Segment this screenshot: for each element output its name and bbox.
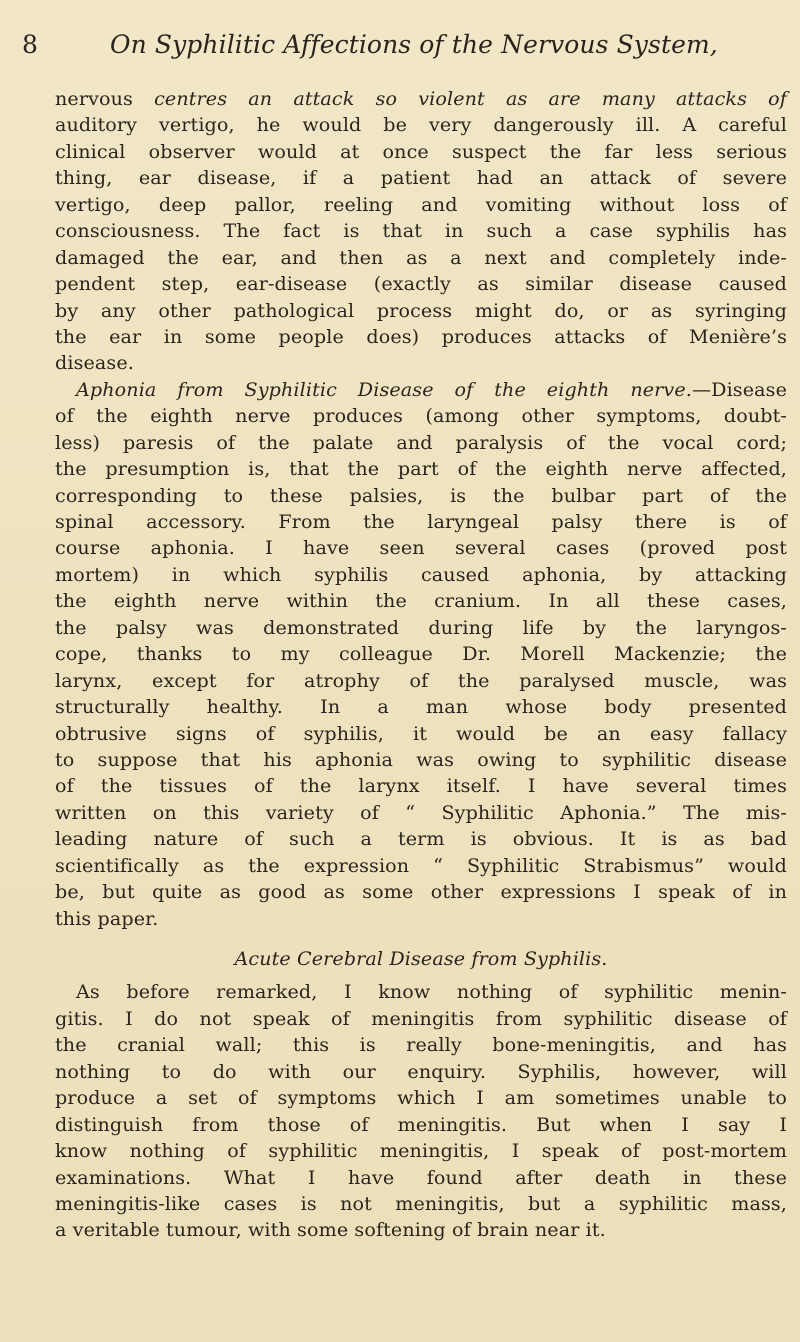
- text-line: spinal accessory. From the laryngeal palsy there is of: [55, 510, 787, 533]
- inline-heading: Aphonia from Syphilitic Disease of the eighth nerve.: [76, 377, 692, 401]
- text-line: of the eighth nerve produces (among other symptoms, doubt-: [55, 404, 787, 428]
- text-segment: —Disease: [691, 377, 787, 401]
- text-line: the eighth nerve within the cranium. In all these cases,: [55, 589, 787, 613]
- text-line: As before remarked, I know nothing of syphilitic menin-: [76, 980, 787, 1004]
- first-word: nervous: [55, 87, 133, 110]
- body-text: [55, 86, 787, 1244]
- text-line: a veritable tumour, with some softening of brain near it.: [55, 1218, 606, 1242]
- text-line: the cranial wall; this is really bone-meningitis, and has: [55, 1033, 787, 1057]
- text-line: distinguish from those of meningitis. But when I say I: [55, 1112, 787, 1136]
- text-line: [55, 377, 787, 403]
- text-line: pendent step, ear-disease (exactly as similar disease caused: [55, 272, 787, 296]
- text-line: know nothing of syphilitic meningitis, I speak of post-mortem: [55, 1139, 787, 1163]
- text-line: this paper.: [55, 906, 159, 930]
- text-line: gitis. I do not speak of meningitis from syphilitic disease of: [55, 1006, 787, 1030]
- page-header: [22, 30, 762, 66]
- text-line: by any other pathological process might do, or as syringing: [55, 298, 787, 322]
- text-line: obtrusive signs of syphilis, it would be an easy fallacy: [55, 721, 787, 745]
- text-line: less) paresis of the palate and paralysis of the vocal cord;: [55, 430, 787, 454]
- text-line: course aphonia. I have seen several cases (proved post: [55, 536, 787, 560]
- running-title: On Syphilitic Affections of the Nervous System,: [110, 30, 718, 59]
- text-line: damaged the ear, and then as a next and completely inde-: [55, 245, 787, 269]
- text-line: the ear in some people does) produces attacks of Menière’s: [55, 324, 787, 348]
- text-line: corresponding to these palsies, is the bulbar part of the: [55, 483, 787, 507]
- section-heading: Acute Cerebral Disease from Syphilis.: [234, 947, 608, 970]
- text-line: [55, 86, 787, 112]
- text-line: leading nature of such a term is obvious. It is as bad: [55, 827, 787, 851]
- text-line: nothing to do with our enquiry. Syphilis, however, will: [55, 1059, 787, 1083]
- text-line: meningitis-like cases is not meningitis, but a syphilitic mass,: [55, 1191, 787, 1215]
- text-line: scientifically as the expression “ Syphilitic Strabismus” would: [55, 853, 787, 877]
- page-number: 8: [22, 30, 38, 59]
- text-line: the palsy was demonstrated during life by the laryngos-: [55, 615, 787, 639]
- text-line: larynx, except for atrophy of the paralysed muscle, was: [55, 668, 787, 692]
- text-line: consciousness. The fact is that in such a case syphilis has: [55, 219, 787, 243]
- text-line: vertigo, deep pallor, reeling and vomiting without loss of: [55, 192, 787, 216]
- text-line: disease.: [55, 351, 134, 375]
- text-line: thing, ear disease, if a patient had an attack of severe: [55, 166, 787, 190]
- text-line: structurally healthy. In a man whose body presented: [55, 695, 787, 719]
- text-line: clinical observer would at once suspect the far less serious: [55, 139, 787, 163]
- text-line: of the tissues of the larynx itself. I have several times: [55, 774, 787, 798]
- text-line: cope, thanks to my colleague Dr. Morell Mackenzie; the: [55, 642, 787, 666]
- text-segment: centres an attack so violent as are many attacks of: [154, 87, 787, 110]
- text-line: to suppose that his aphonia was owing to syphilitic disease: [55, 747, 787, 771]
- text-line: produce a set of symptoms which I am sometimes unable to: [55, 1086, 787, 1110]
- text-line: the presumption is, that the part of the eighth nerve affected,: [55, 457, 787, 481]
- text-line: written on this variety of “ Syphilitic Aphonia.” The mis-: [55, 800, 787, 824]
- text-line: auditory vertigo, he would be very dangerously ill. A careful: [55, 113, 787, 137]
- text-line: mortem) in which syphilis caused aphonia, by attacking: [55, 562, 787, 586]
- text-line: examinations. What I have found after death in these: [55, 1165, 787, 1189]
- text-line: be, but quite as good as some other expressions I speak of in: [55, 880, 787, 904]
